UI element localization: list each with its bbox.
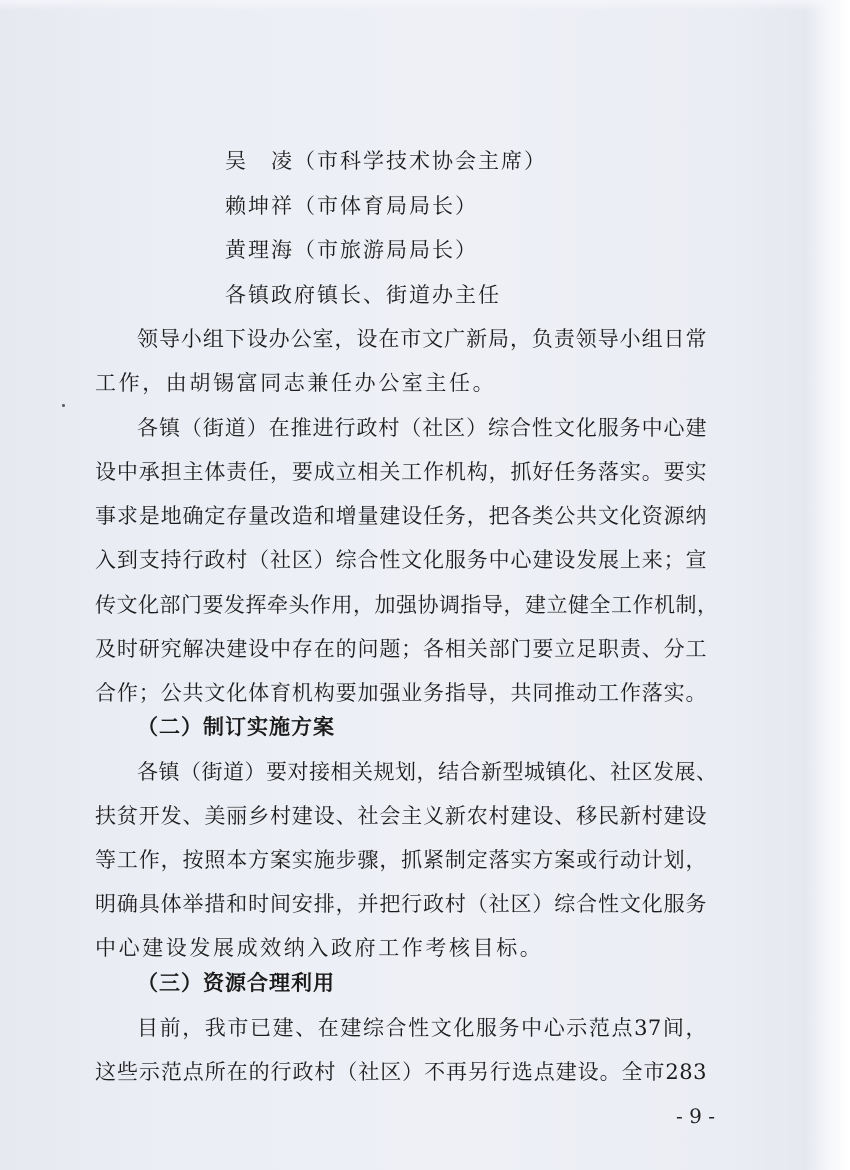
paragraph-line: 这些示范点所在的行政村（社区）不再另行选点建设。全市283 [95,1060,707,1084]
paragraph-line: 入到支持行政村（社区）综合性文化服务中心建设发展上来；宣 [95,548,707,572]
paragraph-line: 事求是地确定存量改造和增量建设任务，把各类公共文化资源纳 [95,504,707,528]
paragraph-line: 传文化部门要发挥牵头作用，加强协调指导，建立健全工作机制， [95,593,719,617]
section-heading: （二）制订实施方案 [137,714,335,739]
paragraph-line: 中心建设发展成效纳入政府工作考核目标。 [95,936,544,960]
paragraph-line: 目前，我市已建、在建综合性文化服务中心示范点37间， [137,1016,707,1040]
paragraph-line: 各镇（街道）要对接相关规划，结合新型城镇化、社区发展、 [137,760,718,784]
member-line: 吴 凌（市科学技术协会主席） [225,149,547,173]
member-line: 各镇政府镇长、街道办主任 [225,283,501,307]
paragraph-line: 明确具体举措和时间安排，并把行政村（社区）综合性文化服务 [95,892,707,916]
paragraph-line: 及时研究解决建设中存在的问题；各相关部门要立足职责、分工 [95,637,707,661]
paragraph-line: 各镇（街道）在推进行政村（社区）综合性文化服务中心建 [137,416,707,440]
paragraph-line: 合作；公共文化体育机构要加强业务指导，共同推动工作落实。 [95,681,707,705]
page-right-edge [806,0,850,1170]
section-heading: （三）资源合理利用 [137,970,335,995]
member-line: 赖坤祥（市体育局局长） [225,194,478,218]
scan-speck [62,404,65,407]
page-top-edge [0,0,850,10]
paragraph-line: 扶贫开发、美丽乡村建设、社会主义新农村建设、移民新村建设 [95,804,707,828]
paragraph-line: 等工作，按照本方案实施步骤，抓紧制定落实方案或行动计划， [95,848,707,872]
paragraph-line: 工作，由胡锡富同志兼任办公室主任。 [95,371,497,395]
paragraph-line: 领导小组下设办公室，设在市文广新局，负责领导小组日常 [137,327,707,351]
page-number: - 9 - [676,1104,715,1128]
paragraph-line: 设中承担主体责任，要成立相关工作机构，抓好任务落实。要实 [95,460,707,484]
member-line: 黄理海（市旅游局局长） [225,238,478,262]
